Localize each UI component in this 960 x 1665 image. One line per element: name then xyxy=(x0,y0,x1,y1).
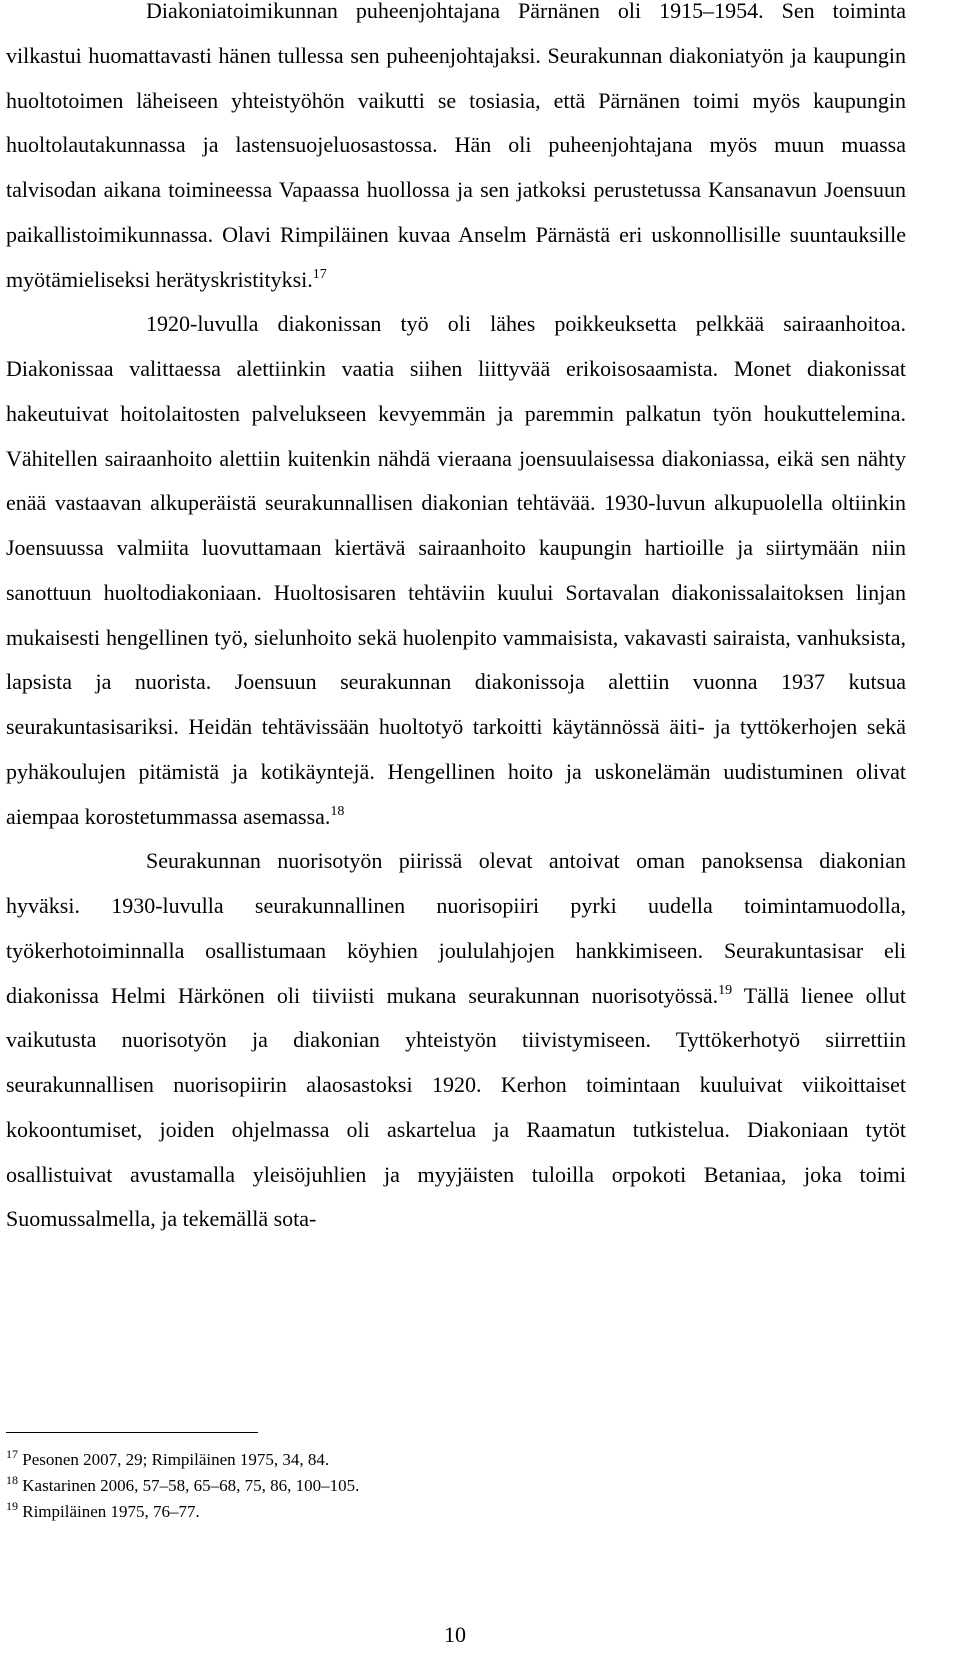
paragraph-1-text: Diakoniatoimikunnan puheenjohtajana Pärnänen oli 1915–1954. Sen toiminta vilkastui huomattavasti hänen tullessa sen puheenjohtajaksi. Seurakunnan diakoniatyön ja kaupungin huoltotoimen läheiseen yhteistyöhön vaikutti se tosiasia, että Pärnänen toimi myös kaupungin huoltolautakunnassa ja lastensuojeluosastossa. Hän oli puheenjohtajana myös muun muassa talvisodan aikana toimineessa Vapaassa huollossa ja sen jatkoksi perustetussa Kansanavun Joensuun paikallistoimikunnassa. Olavi Rimpiläinen kuvaa Anselm Pärnästä eri uskonnollisille suuntauksille myötämieliseksi herätyskristityksi. xyxy=(6,0,906,292)
paragraph-3-text-part-1: Seurakunnan nuorisotyön piirissä olevat antoivat oman panoksensa diakonian hyväksi. 1930-luvulla seurakunnallinen nuorisopiiri pyrki uudella toimintamuodolla, työkerhotoiminnalla osallistumaan köyhien joululahjojen hankkimiseen. Seurakuntasisar eli diakonissa Helmi Härkönen oli tiiviisti mukana seurakunnan nuorisotyössä. xyxy=(6,848,906,1008)
footnote-number: 18 xyxy=(6,1473,18,1487)
footnote-text: Pesonen 2007, 29; Rimpiläinen 1975, 34, 84. xyxy=(22,1450,330,1469)
paragraph-2 xyxy=(6,302,906,839)
footnote-text: Rimpiläinen 1975, 76–77. xyxy=(22,1502,200,1521)
paragraph-3-text-part-2: Tällä lienee ollut vaikutusta nuorisotyön ja diakonian yhteistyön tiivistymiseen. Tyttökerhotyö siirrettiin seurakunnallisen nuorisopiirin alaosastoksi 1920. Kerhon toimintaan kuuluivat viikoittaiset kokoontumiset, joiden ohjelmassa oli askartelua ja Raamatun tutkistelua. Diakoniaan tytöt osallistuivat avustamalla yleisöjuhlien ja myyjäisten tuloilla orpokoti Betaniaa, joka toimi Suomussalmella, ja tekemällä sota- xyxy=(6,982,906,1232)
footnote-text: Kastarinen 2006, 57–58, 65–68, 75, 86, 100–105. xyxy=(22,1476,360,1495)
footnote-separator xyxy=(6,1432,258,1433)
footnote-ref-19: 19 xyxy=(718,982,733,998)
footnote-17 xyxy=(6,1447,906,1473)
paragraph-3 xyxy=(6,839,906,1242)
paragraph-1 xyxy=(6,0,906,302)
page-number: 10 xyxy=(444,1622,466,1647)
paragraph-2-text: 1920-luvulla diakonissan työ oli lähes poikkeuksetta pelkkää sairaanhoitoa. Diakonissaa valittaessa alettiinkin vaatia siihen liittyvää erikoisosaamista. Monet diakonissat hakeutuivat hoitolaitosten palvelukseen kevyemmän ja paremmin palkatun työn houkuttelemina. Vähitellen sairaanhoito alettiin kuitenkin nähdä vieraana joensuulaisessa diakoniassa, eikä sen nähty enää vastaavan alkuperäistä seurakunnallisen diakonian tehtävää. 1930-luvun alkupuolella oltiinkin Joensuussa valmiita luovuttamaan kiertävä sairaanhoito kaupungin hartioille ja siirtymään niin sanottuun huoltodiakoniaan. Huoltosisaren tehtäviin kuului Sortavalan diakonissalaitoksen linjan mukaisesti hengellinen työ, sielunhoito sekä huolenpito vammaisista, vakavasti sairaista, vanhuksista, lapsista ja nuorista. Joensuun seurakunnan diakonissoja alettiin vuonna 1937 kutsua seurakuntasisariksi. Heidän tehtävissään huoltotyö tarkoitti käytännössä äiti- ja tyttökerhojen sekä pyhäkoulujen pitämistä ja kotikäyntejä. Hengellinen hoito ja uskonelämän uudistuminen olivat aiempaa korostetummassa asemassa. xyxy=(6,311,906,829)
footnote-number: 17 xyxy=(6,1447,18,1461)
footnote-ref-18: 18 xyxy=(330,803,345,819)
footnote-18 xyxy=(6,1473,906,1499)
footnote-number: 19 xyxy=(6,1499,18,1513)
footnote-19 xyxy=(6,1499,906,1525)
body-text xyxy=(6,0,906,1242)
footnotes xyxy=(6,1447,906,1525)
footnote-ref-17: 17 xyxy=(312,266,327,282)
